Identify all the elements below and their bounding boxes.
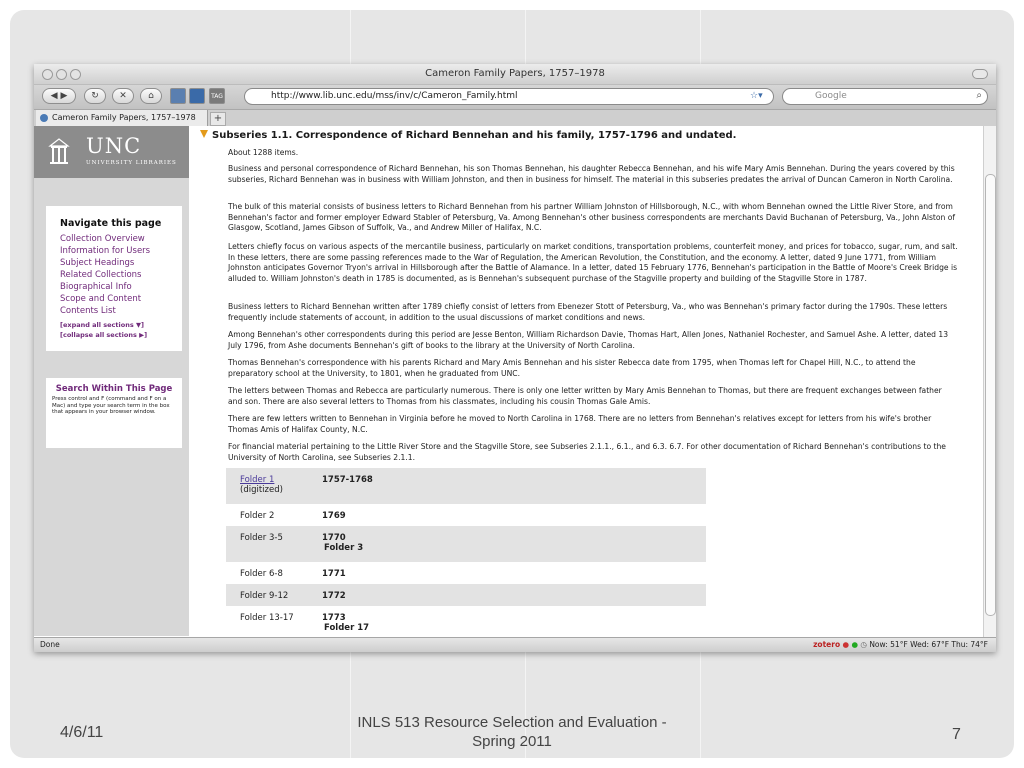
table-row bbox=[226, 562, 706, 584]
folder-label: Folder 3-5 bbox=[240, 533, 283, 543]
tab-bar bbox=[34, 110, 996, 127]
browser-window bbox=[34, 64, 996, 652]
tab-label: Cameron Family Papers, 1757–1978 bbox=[52, 113, 196, 122]
globe-icon bbox=[40, 114, 48, 122]
zotero-red-icon[interactable]: ● bbox=[842, 640, 850, 649]
title-bar bbox=[34, 64, 996, 85]
bookmarks-icon[interactable] bbox=[170, 88, 186, 104]
nav-information-for-users[interactable]: Information for Users bbox=[60, 246, 151, 256]
nav-scope-and-content[interactable]: Scope and Content bbox=[60, 294, 142, 304]
slide-date: 4/6/11 bbox=[60, 724, 104, 741]
url-field[interactable]: http://www.lib.unc.edu/mss/inv/c/Cameron_Family.html bbox=[244, 88, 774, 105]
paragraph: The bulk of this material consists of business letters to Richard Bennehan from his partner William Johnston of Hillsborough, N.C., with whom Bennehan owned the Little River Store, and from Bennehan's factor and former employer Edward Stabler of Petersburg, Va. Among Bennehan's other business correspondents are merchants David Buchanan of Petersburg, Va., John Alston of Glasgow, Scotland, James Gibson of Suffolk, Va., and Andrew Miller of Halifax, N.C. bbox=[228, 202, 956, 233]
folder-sub: Folder 17 bbox=[324, 623, 370, 633]
folder-sub: Folder 3 bbox=[324, 543, 364, 553]
search-within-title: Search Within This Page bbox=[55, 384, 173, 394]
nav-biographical-info[interactable]: Biographical Info bbox=[60, 282, 132, 292]
search-within-help: Press control and F (command and F on a Mac) and type your search term in the box that appears in your browser window. bbox=[52, 396, 170, 415]
paragraph: Thomas Bennehan's correspondence with his parents Richard and Mary Amis Bennehan and his sister Rebecca date from 1795, when Thomas left for Chapel Hill, N.C., to attend the preparatory school at the University, to 1801, when he graduated from UNC. bbox=[228, 358, 916, 378]
tag-icon[interactable]: TAG bbox=[209, 88, 225, 104]
folder-date: 1772 bbox=[322, 591, 346, 601]
sidebar bbox=[34, 126, 189, 636]
old-well-icon bbox=[48, 136, 70, 166]
status-text: Done bbox=[40, 640, 60, 649]
paragraph: There are few letters written to Bennehan in Virginia before he moved to North Carolina in 1768. There are no letters from Bennehan's relatives except for letters from his wife's brother Thomas Amis of Halifax County, N.C. bbox=[228, 414, 932, 434]
nav-subject-headings[interactable]: Subject Headings bbox=[60, 258, 135, 268]
folder-date: 1757-1768 bbox=[322, 475, 373, 485]
paragraph: Letters chiefly focus on various aspects of the mercantile business, particularly on market conditions, transportation problems, counterfeit money, and prices for tobacco, sugar, rum, and salt. In these letters, there are some passing references made to the War of Regulation, the American Revolution, the Constitution, and the economy. A letter, dated 9 June 1771, from William Johnston anticipates Governor Tryon's arrival in Hillsborough after the Battle of Alamance. In a letter, dated 15 February 1776, Bennehan's participation in the Battle of Moore's Creek Bridge is alluded to. William Johnston's death in 1785 is documented, as is Bennehan's subsequent purchase of the Stagville property and building of the Stagville Store in 1787. bbox=[228, 242, 958, 283]
paragraph: Business letters to Richard Bennehan written after 1789 chiefly consist of letters from Ebenezer Stott of Petersburg, Va., who was Bennehan's primary factor during the 1790s. These letters frequently include statements of account, in addition to the usual discussions of market conditions and news. bbox=[228, 302, 948, 322]
clock-icon[interactable]: ◷ bbox=[860, 640, 867, 649]
folder-date: 1771 bbox=[322, 569, 346, 579]
table-row bbox=[226, 606, 706, 636]
browser-toolbar bbox=[34, 85, 996, 110]
paragraph: Business and personal correspondence of Richard Bennehan, his son Thomas Bennehan, his daughter Rebecca Bennehan, and his wife Mary Amis Bennehan. During the years covered by this subseries, Richard Bennehan was in business with William Johnston, and then in business for himself. The material in this subseries predates the arrival of Duncan Cameron in North Carolina. bbox=[228, 164, 955, 184]
expand-all-link[interactable]: [expand all sections ▼] bbox=[60, 321, 144, 329]
slide-page-number: 7 bbox=[952, 726, 961, 743]
scrollbar-thumb[interactable] bbox=[985, 174, 996, 616]
toolbar-toggle-button[interactable] bbox=[972, 69, 988, 79]
slide-course: INLS 513 Resource Selection and Evaluation - Spring 2011 bbox=[357, 714, 667, 750]
status-bar bbox=[34, 637, 996, 652]
table-row bbox=[226, 526, 706, 562]
folder-date: 1769 bbox=[322, 511, 346, 521]
reload-button[interactable] bbox=[84, 88, 106, 104]
nav-collection-overview[interactable]: Collection Overview bbox=[60, 234, 145, 244]
navigate-panel bbox=[46, 206, 182, 351]
collapse-triangle-icon[interactable] bbox=[200, 130, 208, 138]
unc-logo[interactable] bbox=[34, 126, 189, 178]
table-row bbox=[226, 468, 706, 504]
folder-table bbox=[226, 468, 706, 636]
logo-subtext: UNIVERSITY LIBRARIES bbox=[86, 160, 177, 166]
back-forward-buttons[interactable] bbox=[42, 88, 76, 104]
table-row bbox=[226, 584, 706, 606]
paragraph: The letters between Thomas and Rebecca are particularly numerous. There is only one letter written by Mary Amis Bennehan to Thomas, but there are frequent exchanges between father and son. There are also several letters to Thomas from his classmates, including his cousin Thomas Gale Amis. bbox=[228, 386, 942, 406]
page-content bbox=[34, 126, 984, 636]
window-title: Cameron Family Papers, 1757–1978 bbox=[425, 68, 605, 79]
navigate-title: Navigate this page bbox=[60, 218, 162, 229]
reload-icon: ↻ bbox=[91, 91, 99, 101]
bookmark-star-icon[interactable]: ☆▾ bbox=[750, 91, 763, 101]
search-field[interactable]: Google bbox=[782, 88, 988, 105]
paragraph: Among Bennehan's other correspondents during this period are Jesse Benton, William Richardson Davie, Thomas Hart, Allen Jones, Nathaniel Rochester, and Samuel Ashe. A letter, dated 13 July 1796, from Ashe documents Bennehan's gift of books to the library at the University of North Carolina. bbox=[228, 330, 949, 350]
home-button[interactable] bbox=[140, 88, 162, 104]
nav-contents-list[interactable]: Contents List bbox=[60, 306, 116, 316]
folder-label: Folder 2 bbox=[240, 511, 275, 521]
folder-label: Folder 6-8 bbox=[240, 569, 283, 579]
stop-button[interactable] bbox=[112, 88, 134, 104]
item-count: About 1288 items. bbox=[228, 148, 299, 157]
main-content bbox=[202, 126, 984, 636]
search-icon[interactable]: ⌕ bbox=[976, 90, 982, 101]
tab-cameron-family[interactable] bbox=[36, 110, 208, 126]
subseries-heading: Subseries 1.1. Correspondence of Richard Bennehan and his family, 1757-1796 and undated. bbox=[212, 130, 737, 141]
status-addons bbox=[813, 640, 988, 649]
zotero-green-icon[interactable]: ● bbox=[851, 640, 858, 649]
folder-1-link[interactable]: Folder 1 bbox=[240, 475, 275, 485]
folder-label: Folder 9-12 bbox=[240, 591, 289, 601]
home-icon: ⌂ bbox=[148, 91, 154, 101]
forward-icon[interactable]: ▶ bbox=[60, 91, 68, 101]
collapse-all-link[interactable]: [collapse all sections ▶] bbox=[60, 331, 148, 339]
logo-unc-text: UNC bbox=[86, 134, 142, 158]
table-row bbox=[226, 504, 706, 526]
new-tab-button[interactable]: + bbox=[210, 112, 226, 126]
paragraph: For financial material pertaining to the Little River Store and the Stagville Store, see Subseries 2.1.1., 6.1., and 6.3. 6.7. For other documentation of Richard Bennehan's contributions to the University of North Carolina, see Subseries 2.1.1. bbox=[228, 442, 946, 462]
zotero-button[interactable]: zotero bbox=[813, 640, 841, 649]
stop-icon: ✕ bbox=[119, 91, 127, 101]
search-within-panel bbox=[46, 378, 182, 448]
folder-date: 1770 bbox=[322, 533, 346, 543]
folder-date: 1773 bbox=[322, 613, 346, 623]
vertical-scrollbar[interactable] bbox=[983, 126, 996, 638]
folder-note: (digitized) bbox=[240, 485, 283, 495]
weather-readout[interactable]: Now: 51°F Wed: 67°F Thu: 74°F bbox=[869, 640, 988, 649]
nav-related-collections[interactable]: Related Collections bbox=[60, 270, 142, 280]
save-icon[interactable] bbox=[189, 88, 205, 104]
folder-label: Folder 13-17 bbox=[240, 613, 294, 623]
back-icon[interactable]: ◀ bbox=[50, 91, 58, 101]
